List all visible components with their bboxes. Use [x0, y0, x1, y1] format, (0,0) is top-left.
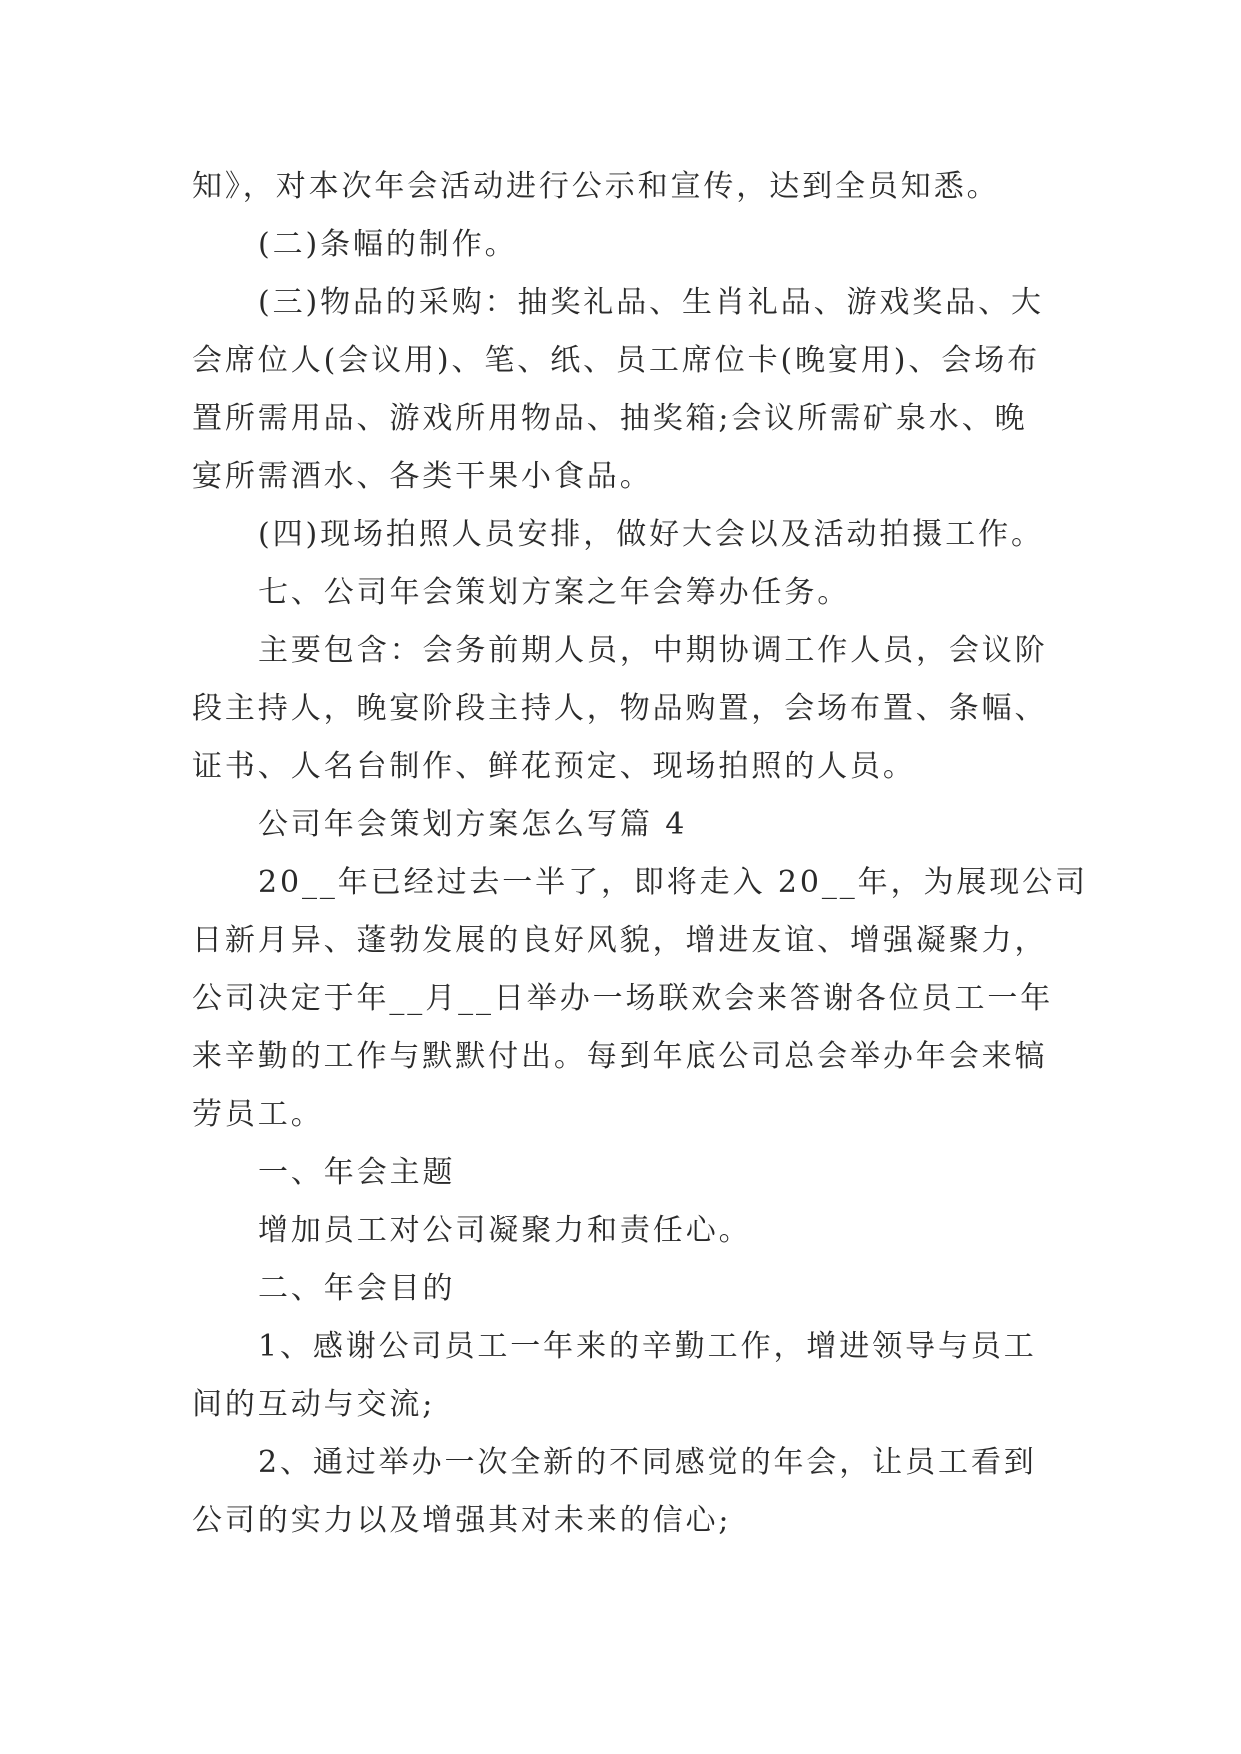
text-line: 宴所需酒水、各类干果小食品。	[192, 459, 653, 494]
document-body	[192, 158, 1088, 1550]
section-heading: 一、年会主题	[258, 1155, 456, 1190]
text-line: 2、通过举办一次全新的不同感觉的年会，让员工看到	[258, 1445, 1037, 1480]
text-line: 证书、人名台制作、鲜花预定、现场拍照的人员。	[192, 749, 916, 784]
text-line: 会席位人(会议用)、笔、纸、员工席位卡(晚宴用)、会场布	[192, 343, 1041, 378]
text-line: 公司决定于年__月__日举办一场联欢会来答谢各位员工一年	[192, 981, 1054, 1016]
text-line: 公司的实力以及增强其对未来的信心;	[192, 1503, 732, 1538]
text-line: 1、感谢公司员工一年来的辛勤工作，增进领导与员工	[258, 1329, 1037, 1364]
text-line: 置所需用品、游戏所用物品、抽奖箱;会议所需矿泉水、晚	[192, 401, 1028, 436]
text-line: (三)物品的采购：抽奖礼品、生肖礼品、游戏奖品、大	[258, 285, 1044, 320]
text-line: (四)现场拍照人员安排，做好大会以及活动拍摄工作。	[258, 517, 1044, 552]
text-line: 日新月异、蓬勃发展的良好风貌，增进友谊、增强凝聚力，	[192, 923, 1048, 958]
text-line: 知》，对本次年会活动进行公示和宣传，达到全员知悉。	[192, 169, 1000, 204]
article-title: 公司年会策划方案怎么写篇 4	[258, 807, 688, 842]
section-heading: 七、公司年会策划方案之年会筹办任务。	[258, 575, 851, 610]
section-heading: 二、年会目的	[258, 1271, 456, 1306]
text-line: 来辛勤的工作与默默付出。每到年底公司总会举办年会来犒	[192, 1039, 1048, 1074]
text-line: 段主持人，晚宴阶段主持人，物品购置，会场布置、条幅、	[192, 691, 1048, 726]
text-line: 劳员工。	[192, 1097, 324, 1132]
text-line: 主要包含：会务前期人员，中期协调工作人员，会议阶	[258, 633, 1048, 668]
text-line: 20__年已经过去一半了，即将走入 20__年，为展现公司	[258, 865, 1088, 900]
text-line: (二)条幅的制作。	[258, 227, 518, 262]
text-line: 增加员工对公司凝聚力和责任心。	[258, 1213, 752, 1248]
text-line: 间的互动与交流;	[192, 1387, 436, 1422]
